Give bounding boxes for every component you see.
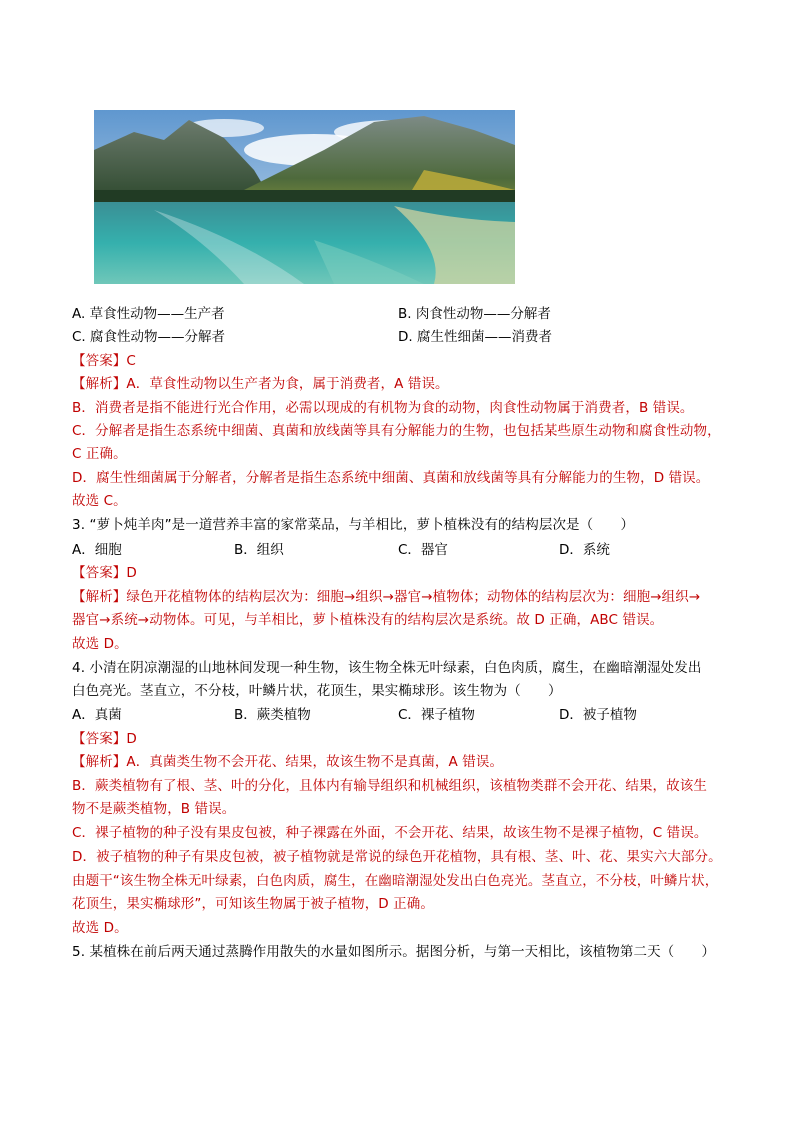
q3-answer: 【答案】D — [72, 565, 137, 581]
prev-analysis-line-3: C．分解者是指生态系统中细菌、真菌和放线菌等具有分解能力的生物，也包括某些原生动物和腐食性动物， — [72, 423, 721, 439]
q3-option-c: C．器官 — [398, 542, 448, 558]
prev-option-a: A. 草食性动物——生产者 — [72, 306, 225, 322]
q3-analysis-line-3: 故选 D。 — [72, 636, 128, 652]
q3-option-a: A．细胞 — [72, 542, 122, 558]
prev-analysis-line-5: D．腐生性细菌属于分解者，分解者是指生态系统中细菌、真菌和放线菌等具有分解能力的生物，D 错误。 — [72, 470, 710, 486]
q4-options — [72, 705, 732, 725]
lake-mountain-photo — [94, 110, 515, 284]
prev-option-c: C. 腐食性动物——分解者 — [72, 329, 226, 345]
prev-analysis-line-1: 【解析】A．草食性动物以生产者为食，属于消费者，A 错误。 — [72, 376, 449, 392]
prev-options-row-2 — [72, 327, 732, 347]
q3-analysis-line-1: 【解析】绿色开花植物体的结构层次为：细胞→组织→器官→植物体；动物体的结构层次为：细胞→组织→ — [72, 589, 701, 605]
prev-answer: 【答案】C — [72, 353, 136, 369]
prev-analysis-line-4: C 正确。 — [72, 446, 127, 462]
q4-stem-line-1: 4. 小清在阴凉潮湿的山地林间发现一种生物，该生物全株无叶绿素，白色肉质，腐生，在幽暗潮湿处发出 — [72, 660, 702, 676]
q3-option-b: B．组织 — [234, 542, 284, 558]
q4-analysis-line-3: 物不是蕨类植物，B 错误。 — [72, 801, 236, 817]
q3-stem: 3. “萝卜炖羊肉”是一道营养丰富的家常菜品，与羊相比，萝卜植株没有的结构层次是（ ） — [72, 517, 635, 533]
q4-analysis-line-8: 故选 D。 — [72, 920, 128, 936]
q4-analysis-line-4: C．裸子植物的种子没有果皮包被，种子裸露在外面，不会开花、结果，故该生物不是裸子植物，C 错误。 — [72, 825, 708, 841]
q4-analysis-line-2: B．蕨类植物有了根、茎、叶的分化，且体内有输导组织和机械组织，该植物类群不会开花、结果，故该生 — [72, 778, 707, 794]
prev-option-d: D. 腐生性细菌——消费者 — [398, 329, 552, 345]
prev-options-row-1 — [72, 304, 732, 324]
q4-analysis-line-7: 花顶生，果实椭球形”，可知该生物属于被子植物，D 正确。 — [72, 896, 434, 912]
q5-stem: 5. 某植株在前后两天通过蒸腾作用散失的水量如图所示。据图分析，与第一天相比，该植物第二天（ ） — [72, 944, 716, 960]
q4-stem-line-2: 白色亮光。茎直立，不分枝，叶鳞片状，花顶生，果实椭球形。该生物为（ ） — [72, 683, 562, 699]
q4-answer: 【答案】D — [72, 731, 137, 747]
q4-option-a: A．真菌 — [72, 707, 122, 723]
q3-analysis-line-2: 器官→系统→动物体。可见，与羊相比，萝卜植株没有的结构层次是系统。故 D 正确，ABC 错误。 — [72, 612, 664, 628]
q4-option-b: B．蕨类植物 — [234, 707, 311, 723]
q3-options — [72, 540, 732, 560]
q3-option-d: D．系统 — [559, 542, 610, 558]
q4-analysis-line-1: 【解析】A．真菌类生物不会开花、结果，故该生物不是真菌，A 错误。 — [72, 754, 504, 770]
prev-analysis-line-2: B．消费者是指不能进行光合作用，必需以现成的有机物为食的动物，肉食性动物属于消费者，B 错误。 — [72, 400, 694, 416]
prev-analysis-line-6: 故选 C。 — [72, 493, 127, 509]
q4-analysis-line-5: D．被子植物的种子有果皮包被，被子植物就是常说的绿色开花植物，具有根、茎、叶、花、果实六大部分。 — [72, 849, 722, 865]
q4-analysis-line-6: 由题干“该生物全株无叶绿素，白色肉质，腐生，在幽暗潮湿处发出白色亮光。茎直立，不分枝，叶鳞片状， — [72, 873, 719, 889]
q4-option-c: C．裸子植物 — [398, 707, 475, 723]
prev-option-b: B. 肉食性动物——分解者 — [398, 306, 551, 322]
q4-option-d: D．被子植物 — [559, 707, 637, 723]
